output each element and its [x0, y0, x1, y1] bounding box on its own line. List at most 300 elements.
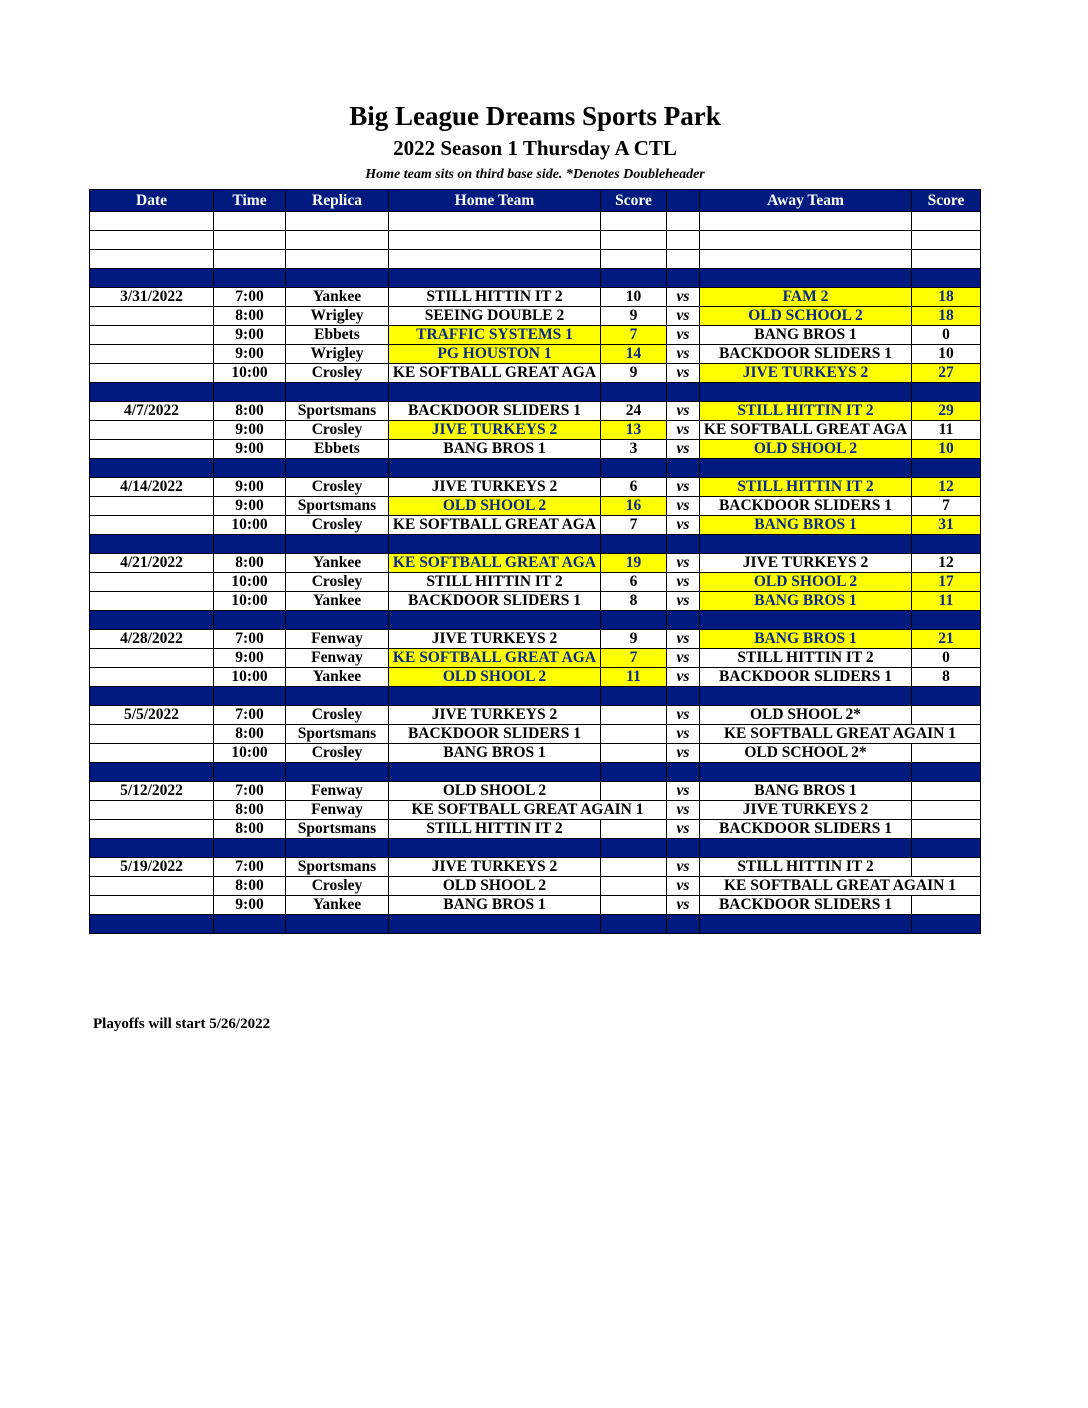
home-team-cell: OLD SHOOL 2 — [389, 782, 601, 801]
home-team-cell: JIVE TURKEYS 2 — [389, 858, 601, 877]
home-team-cell: JIVE TURKEYS 2 — [389, 478, 601, 497]
home-team-cell: BANG BROS 1 — [389, 744, 601, 763]
separator-cell — [214, 459, 286, 478]
footer-note: Playoffs will start 5/26/2022 — [93, 1016, 271, 1032]
separator-cell — [667, 763, 700, 782]
time-cell: 7:00 — [214, 288, 286, 307]
replica-cell: Sportsmans — [286, 402, 389, 421]
separator-cell — [90, 383, 214, 402]
table-row — [90, 288, 981, 307]
blank-cell — [601, 250, 667, 269]
date-cell — [90, 877, 214, 896]
home-team-cell: BACKDOOR SLIDERS 1 — [389, 725, 601, 744]
date-cell — [90, 896, 214, 915]
vs-cell: vs — [667, 554, 700, 573]
separator-cell — [601, 459, 667, 478]
col-header-vs — [667, 190, 700, 212]
away-team-cell: BANG BROS 1 — [700, 592, 912, 611]
separator-row — [90, 763, 981, 782]
home-team-cell: OLD SHOOL 2 — [389, 497, 601, 516]
away-score-cell: 17 — [912, 573, 981, 592]
vs-cell: vs — [667, 725, 700, 744]
table-row — [90, 440, 981, 459]
replica-cell: Fenway — [286, 782, 389, 801]
date-cell — [90, 649, 214, 668]
vs-cell: vs — [667, 782, 700, 801]
separator-cell — [912, 383, 981, 402]
separator-cell — [389, 687, 601, 706]
table-row — [90, 858, 981, 877]
col-header-away-score: Score — [912, 190, 981, 212]
page-note: Home team sits on third base side. *Denotes Doubleheader — [365, 167, 705, 182]
separator-cell — [601, 611, 667, 630]
date-cell: 4/21/2022 — [90, 554, 214, 573]
home-score-cell: 3 — [601, 440, 667, 459]
away-score-cell — [912, 801, 981, 820]
blank-cell — [286, 250, 389, 269]
separator-cell — [90, 915, 214, 934]
separator-cell — [667, 687, 700, 706]
separator-cell — [90, 687, 214, 706]
home-score-cell: 10 — [601, 288, 667, 307]
separator-cell — [389, 763, 601, 782]
time-cell: 8:00 — [214, 402, 286, 421]
replica-cell: Ebbets — [286, 440, 389, 459]
date-cell — [90, 573, 214, 592]
blank-row — [90, 212, 981, 231]
replica-cell: Yankee — [286, 896, 389, 915]
time-cell: 10:00 — [214, 573, 286, 592]
date-cell: 4/14/2022 — [90, 478, 214, 497]
home-score-cell — [601, 896, 667, 915]
separator-cell — [700, 459, 912, 478]
away-score-cell — [912, 820, 981, 839]
time-cell: 8:00 — [214, 554, 286, 573]
col-header-date: Date — [90, 190, 214, 212]
home-score-cell: 11 — [601, 668, 667, 687]
date-cell — [90, 592, 214, 611]
away-score-cell: 8 — [912, 668, 981, 687]
home-team-cell: PG HOUSTON 1 — [389, 345, 601, 364]
blank-cell — [700, 250, 912, 269]
away-team-cell: BACKDOOR SLIDERS 1 — [700, 668, 912, 687]
away-team-cell: STILL HITTIN IT 2 — [700, 858, 912, 877]
col-header-time: Time — [214, 190, 286, 212]
home-team-cell: JIVE TURKEYS 2 — [389, 421, 601, 440]
away-team-cell: JIVE TURKEYS 2 — [700, 801, 912, 820]
away-score-cell: 12 — [912, 478, 981, 497]
vs-cell: vs — [667, 649, 700, 668]
vs-cell: vs — [667, 858, 700, 877]
time-cell: 7:00 — [214, 706, 286, 725]
away-score-cell — [912, 896, 981, 915]
home-team-cell: JIVE TURKEYS 2 — [389, 706, 601, 725]
separator-cell — [667, 535, 700, 554]
date-cell — [90, 801, 214, 820]
away-score-cell: 10 — [912, 440, 981, 459]
date-cell: 3/31/2022 — [90, 288, 214, 307]
vs-cell: vs — [667, 478, 700, 497]
table-row — [90, 573, 981, 592]
table-row — [90, 402, 981, 421]
separator-cell — [286, 383, 389, 402]
vs-cell: vs — [667, 440, 700, 459]
blank-cell — [90, 212, 214, 231]
separator-cell — [667, 611, 700, 630]
home-score-cell: 7 — [601, 649, 667, 668]
home-score-cell: 9 — [601, 307, 667, 326]
blank-cell — [667, 250, 700, 269]
separator-cell — [286, 459, 389, 478]
col-header-away-team: Away Team — [700, 190, 912, 212]
blank-cell — [90, 250, 214, 269]
home-team-cell: STILL HITTIN IT 2 — [389, 820, 601, 839]
replica-cell: Fenway — [286, 649, 389, 668]
separator-cell — [601, 269, 667, 288]
separator-cell — [912, 763, 981, 782]
table-row — [90, 725, 981, 744]
separator-cell — [700, 269, 912, 288]
home-score-cell — [601, 725, 667, 744]
date-cell — [90, 744, 214, 763]
date-cell — [90, 725, 214, 744]
separator-row — [90, 611, 981, 630]
away-score-cell: 18 — [912, 307, 981, 326]
replica-cell: Ebbets — [286, 326, 389, 345]
separator-cell — [214, 269, 286, 288]
table-row — [90, 478, 981, 497]
replica-cell: Fenway — [286, 630, 389, 649]
home-score-cell — [601, 744, 667, 763]
vs-cell: vs — [667, 801, 700, 820]
home-score-cell: 9 — [601, 630, 667, 649]
table-row — [90, 820, 981, 839]
home-score-cell — [601, 820, 667, 839]
time-cell: 10:00 — [214, 592, 286, 611]
home-score-cell: 8 — [601, 592, 667, 611]
vs-cell: vs — [667, 364, 700, 383]
away-score-cell: 27 — [912, 364, 981, 383]
home-score-cell — [601, 706, 667, 725]
separator-cell — [700, 839, 912, 858]
table-row — [90, 668, 981, 687]
blank-cell — [389, 250, 601, 269]
separator-cell — [214, 535, 286, 554]
vs-cell: vs — [667, 668, 700, 687]
vs-cell: vs — [667, 345, 700, 364]
home-score-cell: 13 — [601, 421, 667, 440]
separator-row — [90, 535, 981, 554]
blank-cell — [700, 212, 912, 231]
separator-row — [90, 915, 981, 934]
blank-cell — [601, 231, 667, 250]
vs-cell: vs — [667, 326, 700, 345]
replica-cell: Sportsmans — [286, 858, 389, 877]
blank-cell — [912, 212, 981, 231]
home-score-cell — [601, 858, 667, 877]
time-cell: 7:00 — [214, 858, 286, 877]
replica-cell: Sportsmans — [286, 725, 389, 744]
away-score-cell: 31 — [912, 516, 981, 535]
away-team-cell: KE SOFTBALL GREAT AGAIN 1 — [700, 725, 981, 744]
home-team-cell: STILL HITTIN IT 2 — [389, 288, 601, 307]
time-cell: 9:00 — [214, 649, 286, 668]
replica-cell: Crosley — [286, 478, 389, 497]
blank-cell — [912, 250, 981, 269]
separator-row — [90, 269, 981, 288]
home-score-cell: 7 — [601, 326, 667, 345]
blank-cell — [389, 231, 601, 250]
time-cell: 9:00 — [214, 326, 286, 345]
separator-cell — [90, 269, 214, 288]
vs-cell: vs — [667, 421, 700, 440]
away-team-cell: JIVE TURKEYS 2 — [700, 554, 912, 573]
date-cell — [90, 345, 214, 364]
date-cell: 5/12/2022 — [90, 782, 214, 801]
vs-cell: vs — [667, 630, 700, 649]
away-team-cell: OLD SHOOL 2 — [700, 440, 912, 459]
blank-cell — [214, 231, 286, 250]
away-team-cell: OLD SHOOL 2* — [700, 706, 912, 725]
home-team-cell: KE SOFTBALL GREAT AGAIN 1 — [389, 801, 667, 820]
away-score-cell: 11 — [912, 421, 981, 440]
separator-row — [90, 383, 981, 402]
separator-cell — [90, 611, 214, 630]
table-row — [90, 782, 981, 801]
vs-cell: vs — [667, 288, 700, 307]
separator-cell — [667, 383, 700, 402]
separator-cell — [286, 269, 389, 288]
replica-cell: Fenway — [286, 801, 389, 820]
blank-cell — [667, 231, 700, 250]
date-cell — [90, 440, 214, 459]
separator-cell — [286, 611, 389, 630]
replica-cell: Crosley — [286, 706, 389, 725]
date-cell: 5/5/2022 — [90, 706, 214, 725]
home-team-cell: OLD SHOOL 2 — [389, 668, 601, 687]
replica-cell: Yankee — [286, 592, 389, 611]
blank-cell — [389, 212, 601, 231]
separator-cell — [667, 839, 700, 858]
separator-cell — [286, 915, 389, 934]
separator-cell — [90, 535, 214, 554]
vs-cell: vs — [667, 497, 700, 516]
away-team-cell: STILL HITTIN IT 2 — [700, 649, 912, 668]
home-team-cell: KE SOFTBALL GREAT AGA — [389, 554, 601, 573]
table-row — [90, 630, 981, 649]
time-cell: 9:00 — [214, 421, 286, 440]
vs-cell: vs — [667, 896, 700, 915]
table-row — [90, 877, 981, 896]
separator-cell — [389, 383, 601, 402]
separator-row — [90, 687, 981, 706]
away-score-cell: 12 — [912, 554, 981, 573]
replica-cell: Crosley — [286, 421, 389, 440]
home-team-cell: KE SOFTBALL GREAT AGA — [389, 364, 601, 383]
date-cell — [90, 497, 214, 516]
time-cell: 10:00 — [214, 516, 286, 535]
home-team-cell: SEEING DOUBLE 2 — [389, 307, 601, 326]
separator-cell — [700, 915, 912, 934]
separator-cell — [214, 383, 286, 402]
replica-cell: Crosley — [286, 364, 389, 383]
away-score-cell: 18 — [912, 288, 981, 307]
home-score-cell: 6 — [601, 573, 667, 592]
separator-cell — [286, 687, 389, 706]
date-cell — [90, 364, 214, 383]
away-score-cell — [912, 782, 981, 801]
separator-cell — [214, 687, 286, 706]
time-cell: 7:00 — [214, 782, 286, 801]
date-cell — [90, 820, 214, 839]
blank-row — [90, 231, 981, 250]
separator-cell — [389, 839, 601, 858]
vs-cell: vs — [667, 573, 700, 592]
col-header-replica: Replica — [286, 190, 389, 212]
table-row — [90, 307, 981, 326]
date-cell — [90, 326, 214, 345]
home-team-cell: JIVE TURKEYS 2 — [389, 630, 601, 649]
home-score-cell: 9 — [601, 364, 667, 383]
away-team-cell: BACKDOOR SLIDERS 1 — [700, 497, 912, 516]
vs-cell: vs — [667, 820, 700, 839]
time-cell: 8:00 — [214, 307, 286, 326]
date-cell — [90, 516, 214, 535]
away-score-cell: 0 — [912, 649, 981, 668]
separator-cell — [912, 687, 981, 706]
blank-cell — [90, 231, 214, 250]
away-team-cell: OLD SHOOL 2 — [700, 573, 912, 592]
home-team-cell: BANG BROS 1 — [389, 440, 601, 459]
away-score-cell — [912, 858, 981, 877]
separator-cell — [912, 611, 981, 630]
time-cell: 10:00 — [214, 668, 286, 687]
away-score-cell: 7 — [912, 497, 981, 516]
away-score-cell — [912, 706, 981, 725]
blank-cell — [214, 250, 286, 269]
time-cell: 10:00 — [214, 744, 286, 763]
separator-cell — [912, 915, 981, 934]
blank-cell — [700, 231, 912, 250]
replica-cell: Wrigley — [286, 345, 389, 364]
separator-cell — [389, 459, 601, 478]
separator-cell — [912, 269, 981, 288]
away-team-cell: STILL HITTIN IT 2 — [700, 478, 912, 497]
time-cell: 9:00 — [214, 497, 286, 516]
separator-cell — [700, 611, 912, 630]
away-team-cell: BANG BROS 1 — [700, 326, 912, 345]
vs-cell: vs — [667, 706, 700, 725]
separator-cell — [90, 763, 214, 782]
vs-cell: vs — [667, 877, 700, 896]
vs-cell: vs — [667, 307, 700, 326]
date-cell — [90, 668, 214, 687]
separator-cell — [601, 763, 667, 782]
date-cell — [90, 307, 214, 326]
home-team-cell: TRAFFIC SYSTEMS 1 — [389, 326, 601, 345]
separator-cell — [389, 535, 601, 554]
replica-cell: Wrigley — [286, 307, 389, 326]
home-team-cell: BANG BROS 1 — [389, 896, 601, 915]
blank-cell — [912, 231, 981, 250]
separator-row — [90, 839, 981, 858]
date-cell — [90, 421, 214, 440]
time-cell: 10:00 — [214, 364, 286, 383]
home-score-cell: 19 — [601, 554, 667, 573]
replica-cell: Crosley — [286, 573, 389, 592]
table-row — [90, 554, 981, 573]
home-score-cell — [601, 782, 667, 801]
separator-cell — [700, 535, 912, 554]
col-header-home-score: Score — [601, 190, 667, 212]
separator-cell — [214, 611, 286, 630]
replica-cell: Crosley — [286, 516, 389, 535]
replica-cell: Yankee — [286, 554, 389, 573]
schedule-table — [89, 189, 981, 934]
away-team-cell: BACKDOOR SLIDERS 1 — [700, 345, 912, 364]
home-score-cell: 14 — [601, 345, 667, 364]
separator-cell — [601, 383, 667, 402]
separator-cell — [389, 915, 601, 934]
separator-cell — [700, 763, 912, 782]
away-team-cell: KE SOFTBALL GREAT AGA — [700, 421, 912, 440]
separator-cell — [286, 535, 389, 554]
vs-cell: vs — [667, 592, 700, 611]
table-row — [90, 649, 981, 668]
date-cell: 4/7/2022 — [90, 402, 214, 421]
away-score-cell: 21 — [912, 630, 981, 649]
blank-cell — [214, 212, 286, 231]
table-row — [90, 516, 981, 535]
separator-cell — [389, 269, 601, 288]
separator-cell — [601, 839, 667, 858]
date-cell: 5/19/2022 — [90, 858, 214, 877]
away-score-cell: 11 — [912, 592, 981, 611]
away-team-cell: OLD SCHOOL 2 — [700, 307, 912, 326]
separator-cell — [214, 839, 286, 858]
table-row — [90, 421, 981, 440]
blank-cell — [667, 212, 700, 231]
col-header-home-team: Home Team — [389, 190, 601, 212]
table-row — [90, 497, 981, 516]
page-subtitle: 2022 Season 1 Thursday A CTL — [393, 136, 677, 160]
home-team-cell: BACKDOOR SLIDERS 1 — [389, 402, 601, 421]
away-team-cell: KE SOFTBALL GREAT AGAIN 1 — [700, 877, 981, 896]
separator-cell — [912, 535, 981, 554]
time-cell: 7:00 — [214, 630, 286, 649]
separator-cell — [667, 915, 700, 934]
time-cell: 9:00 — [214, 478, 286, 497]
time-cell: 8:00 — [214, 877, 286, 896]
blank-cell — [286, 231, 389, 250]
separator-cell — [90, 839, 214, 858]
header-row — [90, 190, 981, 212]
home-score-cell: 6 — [601, 478, 667, 497]
page-title: Big League Dreams Sports Park — [349, 101, 721, 131]
time-cell: 9:00 — [214, 440, 286, 459]
separator-cell — [601, 687, 667, 706]
replica-cell: Yankee — [286, 668, 389, 687]
separator-cell — [90, 459, 214, 478]
table-row — [90, 592, 981, 611]
home-team-cell: OLD SHOOL 2 — [389, 877, 601, 896]
table-row — [90, 744, 981, 763]
table-row — [90, 896, 981, 915]
away-team-cell: STILL HITTIN IT 2 — [700, 402, 912, 421]
replica-cell: Yankee — [286, 288, 389, 307]
replica-cell: Sportsmans — [286, 820, 389, 839]
separator-cell — [214, 763, 286, 782]
